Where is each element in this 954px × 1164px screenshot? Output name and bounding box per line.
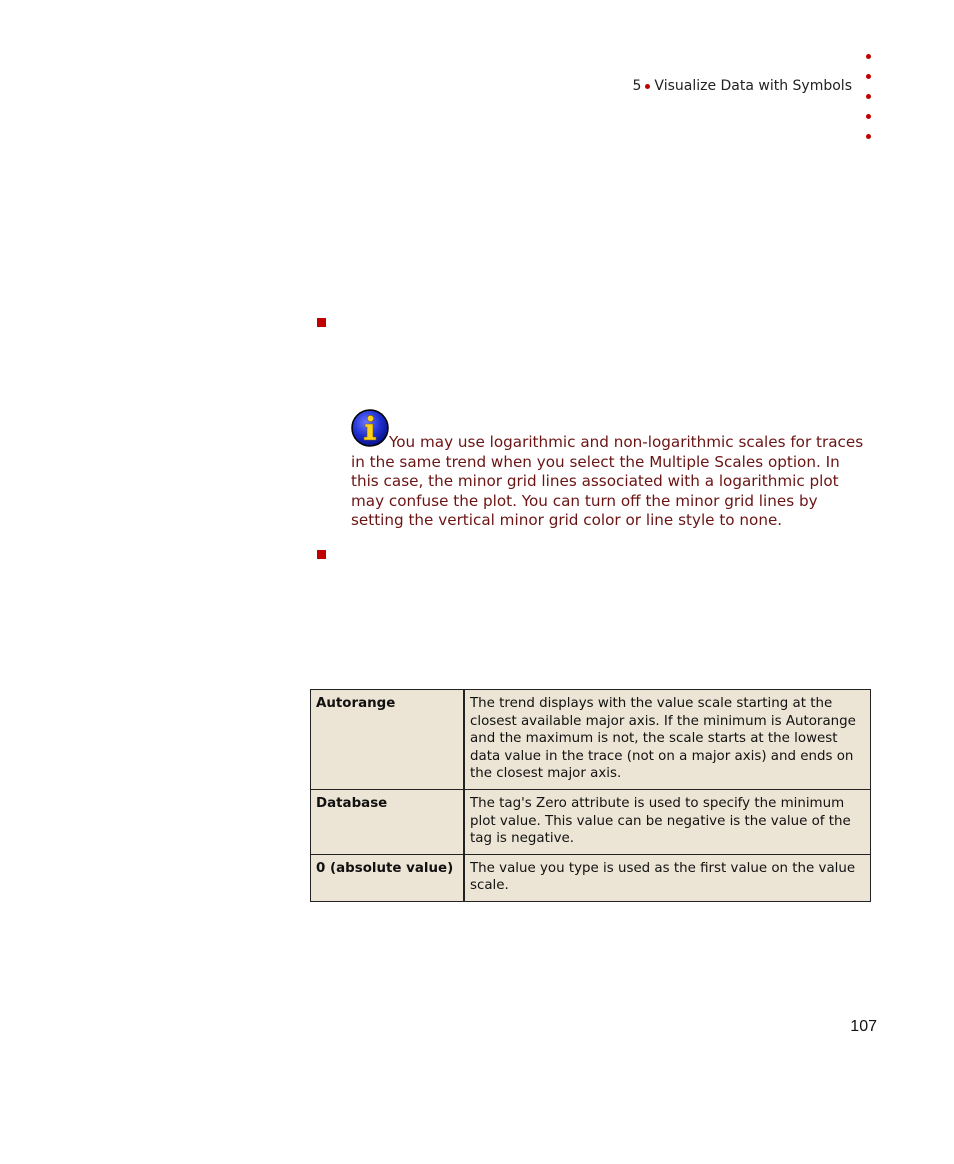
table-row xyxy=(311,854,871,901)
running-header xyxy=(633,78,853,94)
note-block xyxy=(351,409,871,531)
separator-dot-icon xyxy=(645,84,650,89)
dot-icon xyxy=(866,54,871,59)
table-description: The value you type is used as the first value on the value scale. xyxy=(464,854,871,901)
table-description: The tag's Zero attribute is used to specify the minimum plot value. This value can be negative is the value of the tag is negative. xyxy=(464,789,871,854)
note-text: You may use logarithmic and non-logarithmic scales for traces in the same trend when you select the Multiple Scales option. In this case, the minor grid lines associated with a logarithmic plot may confuse the plot. You can turn off the minor grid lines by setting the vertical minor grid color or line style to none. xyxy=(351,433,864,530)
square-bullet-icon xyxy=(317,318,326,327)
info-icon xyxy=(351,409,389,447)
dot-icon xyxy=(866,74,871,79)
page-number: 107 xyxy=(850,1018,877,1035)
table-term: Autorange xyxy=(311,690,465,790)
decorative-dot-column xyxy=(866,54,872,154)
dot-icon xyxy=(866,94,871,99)
table-term: 0 (absolute value) xyxy=(311,854,465,901)
value-scale-table xyxy=(310,689,871,902)
table-description: The trend displays with the value scale starting at the closest available major axis. If the minimum is Autorange and the maximum is not, the scale starts at the lowest data value in the trace (not on a major axis) and ends on the closest major axis. xyxy=(464,690,871,790)
dot-icon xyxy=(866,114,871,119)
chapter-title: Visualize Data with Symbols xyxy=(654,78,852,94)
square-bullet-icon xyxy=(317,550,326,559)
dot-icon xyxy=(866,134,871,139)
table-row xyxy=(311,789,871,854)
table-row xyxy=(311,690,871,790)
table-term: Database xyxy=(311,789,465,854)
chapter-number: 5 xyxy=(632,78,642,94)
